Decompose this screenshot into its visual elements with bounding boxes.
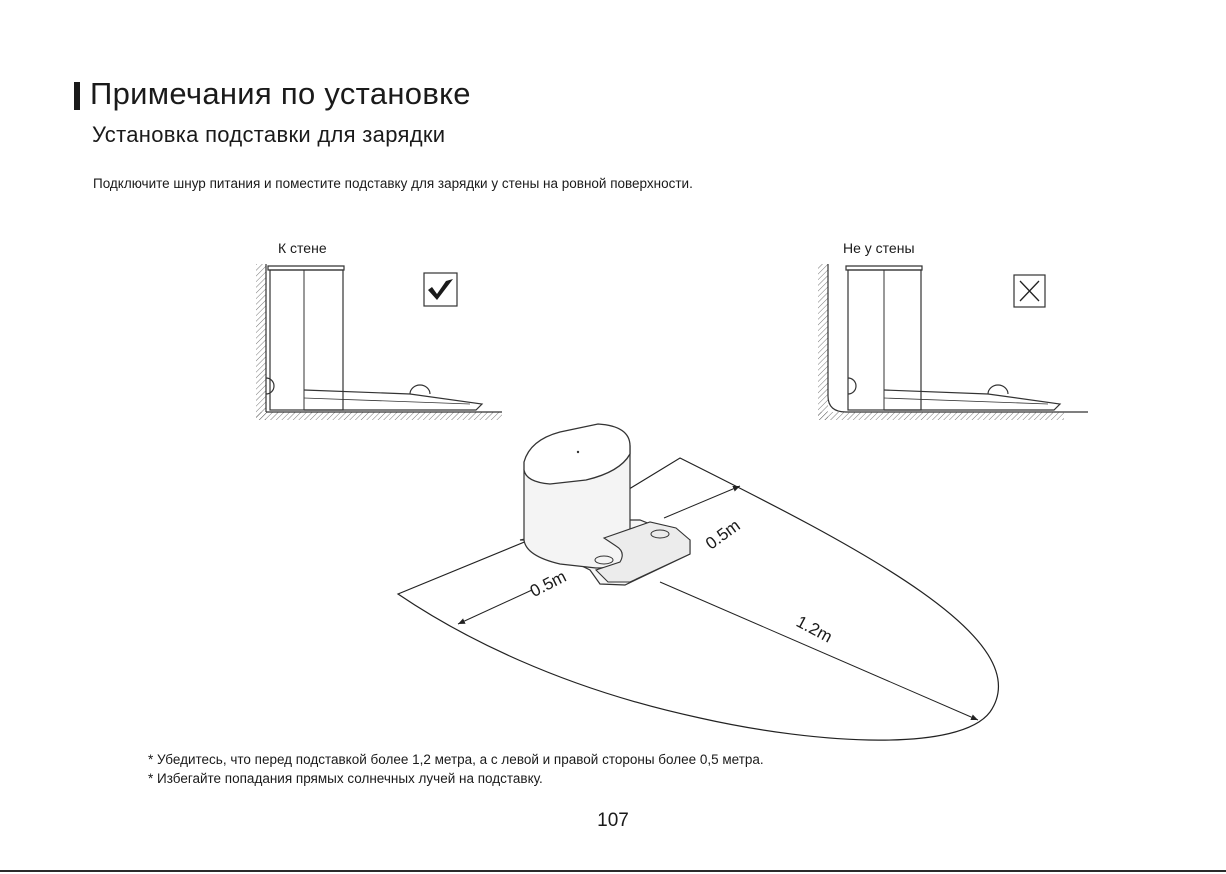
note-line: * Убедитесь, что перед подставкой более 1,2 метра, а с левой и правой стороны более 0,5 метра.	[148, 752, 764, 767]
front-clearance-label: 1.2m	[793, 612, 836, 647]
page-title: Примечания по установке	[90, 76, 471, 111]
dock-side-view	[270, 270, 343, 410]
cross-icon	[1020, 281, 1039, 301]
section-subtitle: Установка подставки для зарядки	[92, 122, 446, 147]
wall-hatch	[818, 264, 828, 420]
floor-hatch	[256, 412, 502, 420]
wall-hatch	[256, 264, 266, 420]
page-number: 107	[597, 810, 629, 831]
front-clearance-arrow	[660, 582, 978, 720]
clearance-diagram	[398, 424, 998, 740]
check-icon	[428, 279, 453, 300]
floor-hatch	[818, 412, 1064, 420]
incorrect-example-label: Не у стены	[843, 240, 915, 256]
note-line: * Избегайте попадания прямых солнечных лучей на подставку.	[148, 771, 543, 786]
intro-text: Подключите шнур питания и поместите подставку для зарядки у стены на ровной поверхности.	[93, 176, 693, 191]
correct-example-figure	[256, 264, 502, 420]
left-clearance-label: 0.5m	[527, 566, 570, 601]
correct-example-label: К стене	[278, 240, 327, 256]
right-clearance-arrow	[664, 486, 740, 518]
right-clearance-label: 0.5m	[702, 515, 744, 554]
charging-dock-3d	[520, 424, 690, 585]
bottom-divider	[0, 870, 1226, 872]
incorrect-example-figure	[818, 264, 1088, 420]
left-clearance-arrow	[458, 590, 532, 624]
notes-block	[148, 750, 764, 788]
